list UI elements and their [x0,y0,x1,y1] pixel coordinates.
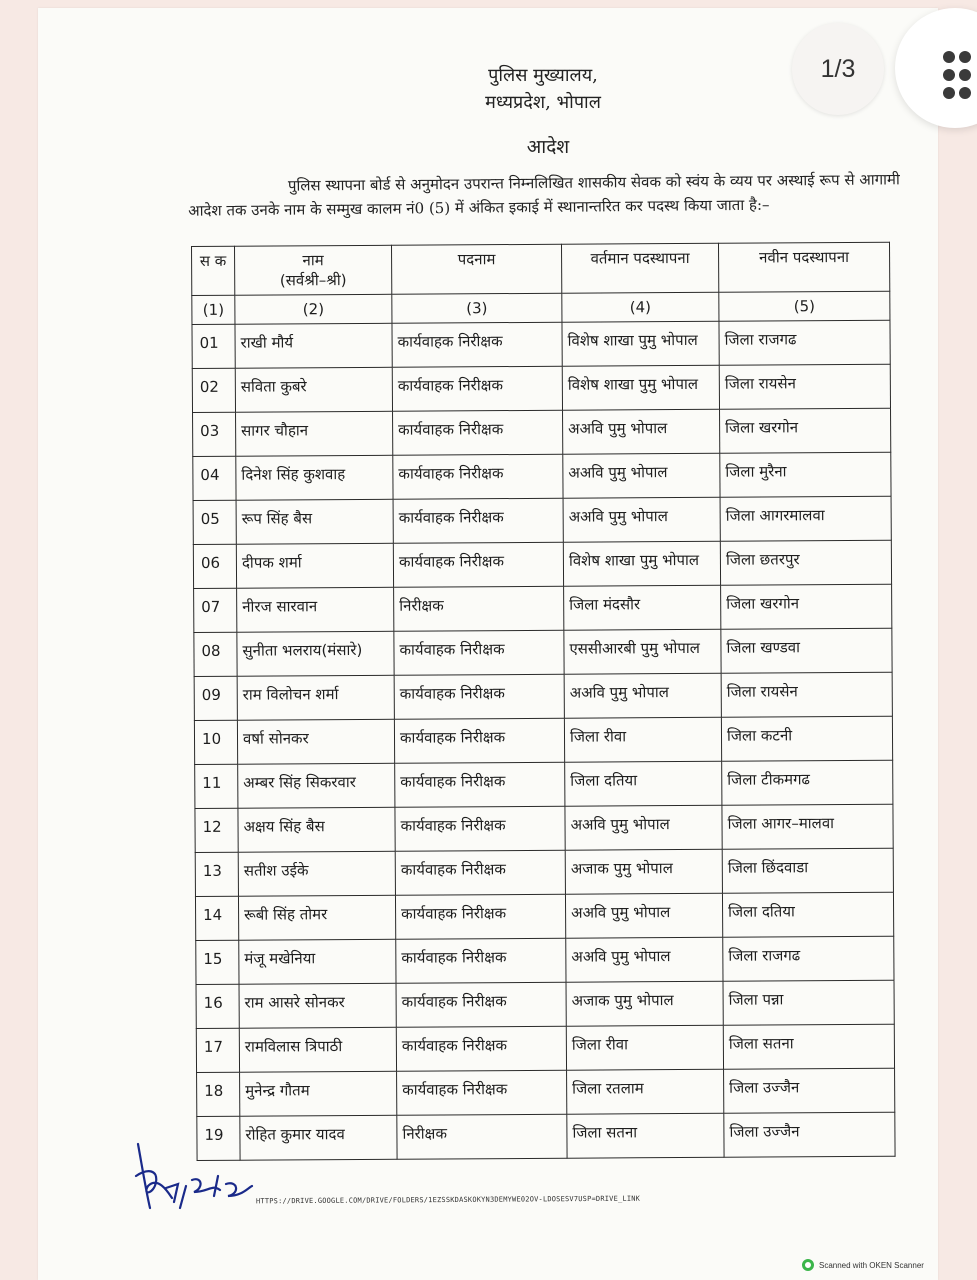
row-name: अम्बर सिंह सिकरवार [238,763,395,808]
row-new-posting: जिला खरगोन [720,408,891,453]
table-row [195,804,893,852]
row-designation: कार्यवाहक निरीक्षक [395,894,565,939]
row-sn: 17 [196,1028,239,1072]
col-number: (4) [562,292,719,322]
col-number: (1) [192,295,235,324]
row-current-posting: विशेष शाखा पुमु भोपाल [562,365,719,410]
table-row [197,1112,895,1160]
document-header [438,62,648,116]
document-page [38,8,938,1280]
row-designation: कार्यवाहक निरीक्षक [396,938,566,983]
row-new-posting: जिला रायसेन [721,672,892,717]
row-new-posting: जिला सतना [723,1024,894,1069]
row-new-posting: जिला आगर–मालवा [722,804,893,849]
row-new-posting: जिला रायसेन [719,364,890,409]
row-name: रूप सिंह बैस [236,499,393,544]
row-sn: 03 [193,412,236,456]
row-new-posting: जिला टीकमगढ [722,760,893,805]
row-sn: 08 [194,632,237,676]
intro-paragraph: पुलिस स्थापना बोर्ड से अनुमोदन उपरान्त निम्नलिखित शासकीय सेवक को स्वंय के व्यय पर अस्थाई रूप से आगामी आदेश तक उनके नाम के सम्मुख कालम नं0 (5) में अंकित इकाई में स्थानान्तरित कर पदस्थ किया जाता है:– [188,170,900,220]
row-sn: 04 [193,456,236,500]
row-new-posting: जिला उज्जैन [724,1112,895,1157]
row-designation: कार्यवाहक निरीक्षक [394,718,564,763]
col-header-name [235,245,392,295]
table-row [193,540,891,588]
col-number: (2) [235,294,392,324]
col-number: (5) [719,291,890,321]
row-new-posting: जिला छतरपुर [720,540,891,585]
row-designation: कार्यवाहक निरीक्षक [393,498,563,543]
transfer-table [191,242,896,1161]
row-sn: 06 [193,544,236,588]
col-header-sn: स क [192,246,235,295]
table-row [195,892,893,940]
col-number: (3) [392,293,562,323]
signature-mark [128,1136,258,1226]
row-current-posting: अजाक पुमु भोपाल [566,981,723,1026]
row-new-posting: जिला उज्जैन [724,1068,895,1113]
row-name: वर्षा सोनकर [237,719,394,764]
row-new-posting: जिला कटनी [721,716,892,761]
row-current-posting: एससीआरबी पुमु भोपाल [564,629,721,674]
row-sn: 01 [192,324,235,368]
row-sn: 19 [197,1116,240,1160]
col-header-designation: पदनाम [391,244,561,294]
row-current-posting: अअवि पुमु भोपाल [563,409,720,454]
row-name: सुनीता भलराय(मंसारे) [237,631,394,676]
row-designation: कार्यवाहक निरीक्षक [396,982,566,1027]
page-indicator: 1/3 [792,23,884,115]
row-name: सागर चौहान [236,411,393,456]
row-designation: निरीक्षक [394,586,564,631]
row-sn: 11 [195,764,238,808]
row-designation: कार्यवाहक निरीक्षक [395,850,565,895]
row-designation: कार्यवाहक निरीक्षक [395,806,565,851]
row-designation: निरीक्षक [397,1114,567,1159]
table-row [195,848,893,896]
table-row [195,760,893,808]
table-row [193,408,891,456]
row-sn: 02 [192,368,235,412]
row-name: राम आसरे सोनकर [239,983,396,1028]
row-name: दिनेश सिंह कुशवाह [236,455,393,500]
table-row [194,716,892,764]
row-current-posting: अअवि पुमु भोपाल [566,937,723,982]
row-name: सतीश उईके [238,851,395,896]
row-sn: 14 [195,896,238,940]
row-new-posting: जिला खण्डवा [721,628,892,673]
table-row [197,1068,895,1116]
column-number-row [192,291,890,324]
row-name: राम विलोचन शर्मा [237,675,394,720]
row-current-posting: जिला रतलाम [567,1069,724,1114]
grid-dots-icon [943,51,971,99]
row-designation: कार्यवाहक निरीक्षक [393,542,563,587]
row-current-posting: जिला दतिया [565,761,722,806]
row-designation: कार्यवाहक निरीक्षक [393,454,563,499]
row-sn: 12 [195,808,238,852]
row-current-posting: जिला रीवा [564,717,721,762]
table-body [192,320,895,1160]
row-name: मंजू मखेनिया [239,939,396,984]
row-new-posting: जिला खरगोन [721,584,892,629]
row-current-posting: जिला सतना [567,1113,724,1158]
row-name: दीपक शर्मा [236,543,393,588]
row-name: रोहित कुमार यादव [240,1115,397,1160]
row-designation: कार्यवाहक निरीक्षक [397,1070,567,1115]
row-new-posting: जिला आगरमालवा [720,496,891,541]
row-new-posting: जिला राजगढ [723,936,894,981]
table-row [194,672,892,720]
row-designation: कार्यवाहक निरीक्षक [396,1026,566,1071]
order-title: आदेश [526,136,570,158]
col-header-new: नवीन पदस्थापना [718,242,889,292]
row-current-posting: अअवि पुमु भोपाल [565,893,722,938]
row-current-posting: विशेष शाखा पुमु भोपाल [562,321,719,366]
table-header-row [192,242,890,295]
header-line-1: पुलिस मुख्यालय, [488,65,598,86]
table-row [193,452,891,500]
header-line-2: मध्यप्रदेश, भोपाल [485,92,601,113]
col-header-current: वर्तमान पदस्थापना [561,243,718,293]
row-name: अक्षय सिंह बैस [238,807,395,852]
table-row [194,584,892,632]
table-row [194,628,892,676]
row-new-posting: जिला दतिया [722,892,893,937]
row-sn: 18 [197,1072,240,1116]
drive-link-text: HTTPS://DRIVE.GOOGLE.COM/DRIVE/FOLDERS/1EZSSKDASKOKYN3DEMYWE02OV-LDOSESV7USP=DRIVE_LINK [255,1194,641,1206]
table-row [196,1024,894,1072]
row-sn: 15 [196,940,239,984]
row-name: नीरज सारवान [237,587,394,632]
table-row [196,936,894,984]
row-sn: 16 [196,984,239,1028]
col-header-name-line2: (सर्वश्री–श्री) [279,271,347,290]
row-sn: 07 [194,588,237,632]
col-header-name-line1: नाम [302,251,324,270]
row-current-posting: विशेष शाखा पुमु भोपाल [563,541,720,586]
row-name: मुनेन्द्र गौतम [240,1071,397,1116]
row-current-posting: अअवि पुमु भोपाल [563,497,720,542]
table-row [196,980,894,1028]
row-designation: कार्यवाहक निरीक्षक [392,322,562,367]
row-sn: 09 [194,676,237,720]
row-name: सविता कुबरे [235,367,392,412]
oken-logo-icon [802,1259,814,1271]
row-current-posting: अजाक पुमु भोपाल [565,849,722,894]
row-current-posting: जिला मंदसौर [564,585,721,630]
row-current-posting: अअवि पुमु भोपाल [564,673,721,718]
table-row [192,364,890,412]
row-sn: 05 [193,500,236,544]
table-row [192,320,890,368]
row-name: राखी मौर्य [235,323,392,368]
row-designation: कार्यवाहक निरीक्षक [394,630,564,675]
row-designation: कार्यवाहक निरीक्षक [393,410,563,455]
row-new-posting: जिला छिंदवाडा [722,848,893,893]
row-name: रामविलास त्रिपाठी [239,1027,396,1072]
row-new-posting: जिला राजगढ [719,320,890,365]
row-designation: कार्यवाहक निरीक्षक [395,762,565,807]
row-sn: 13 [195,852,238,896]
row-current-posting: अअवि पुमु भोपाल [565,805,722,850]
scanner-watermark [802,1259,924,1271]
row-new-posting: जिला मुरैना [720,452,891,497]
row-new-posting: जिला पन्ना [723,980,894,1025]
row-sn: 10 [194,720,237,764]
row-current-posting: जिला रीवा [566,1025,723,1070]
table-row [193,496,891,544]
row-designation: कार्यवाहक निरीक्षक [394,674,564,719]
scanner-label: Scanned with OKEN Scanner [819,1260,924,1270]
row-name: रूबी सिंह तोमर [238,895,395,940]
row-designation: कार्यवाहक निरीक्षक [392,366,562,411]
row-current-posting: अअवि पुमु भोपाल [563,453,720,498]
